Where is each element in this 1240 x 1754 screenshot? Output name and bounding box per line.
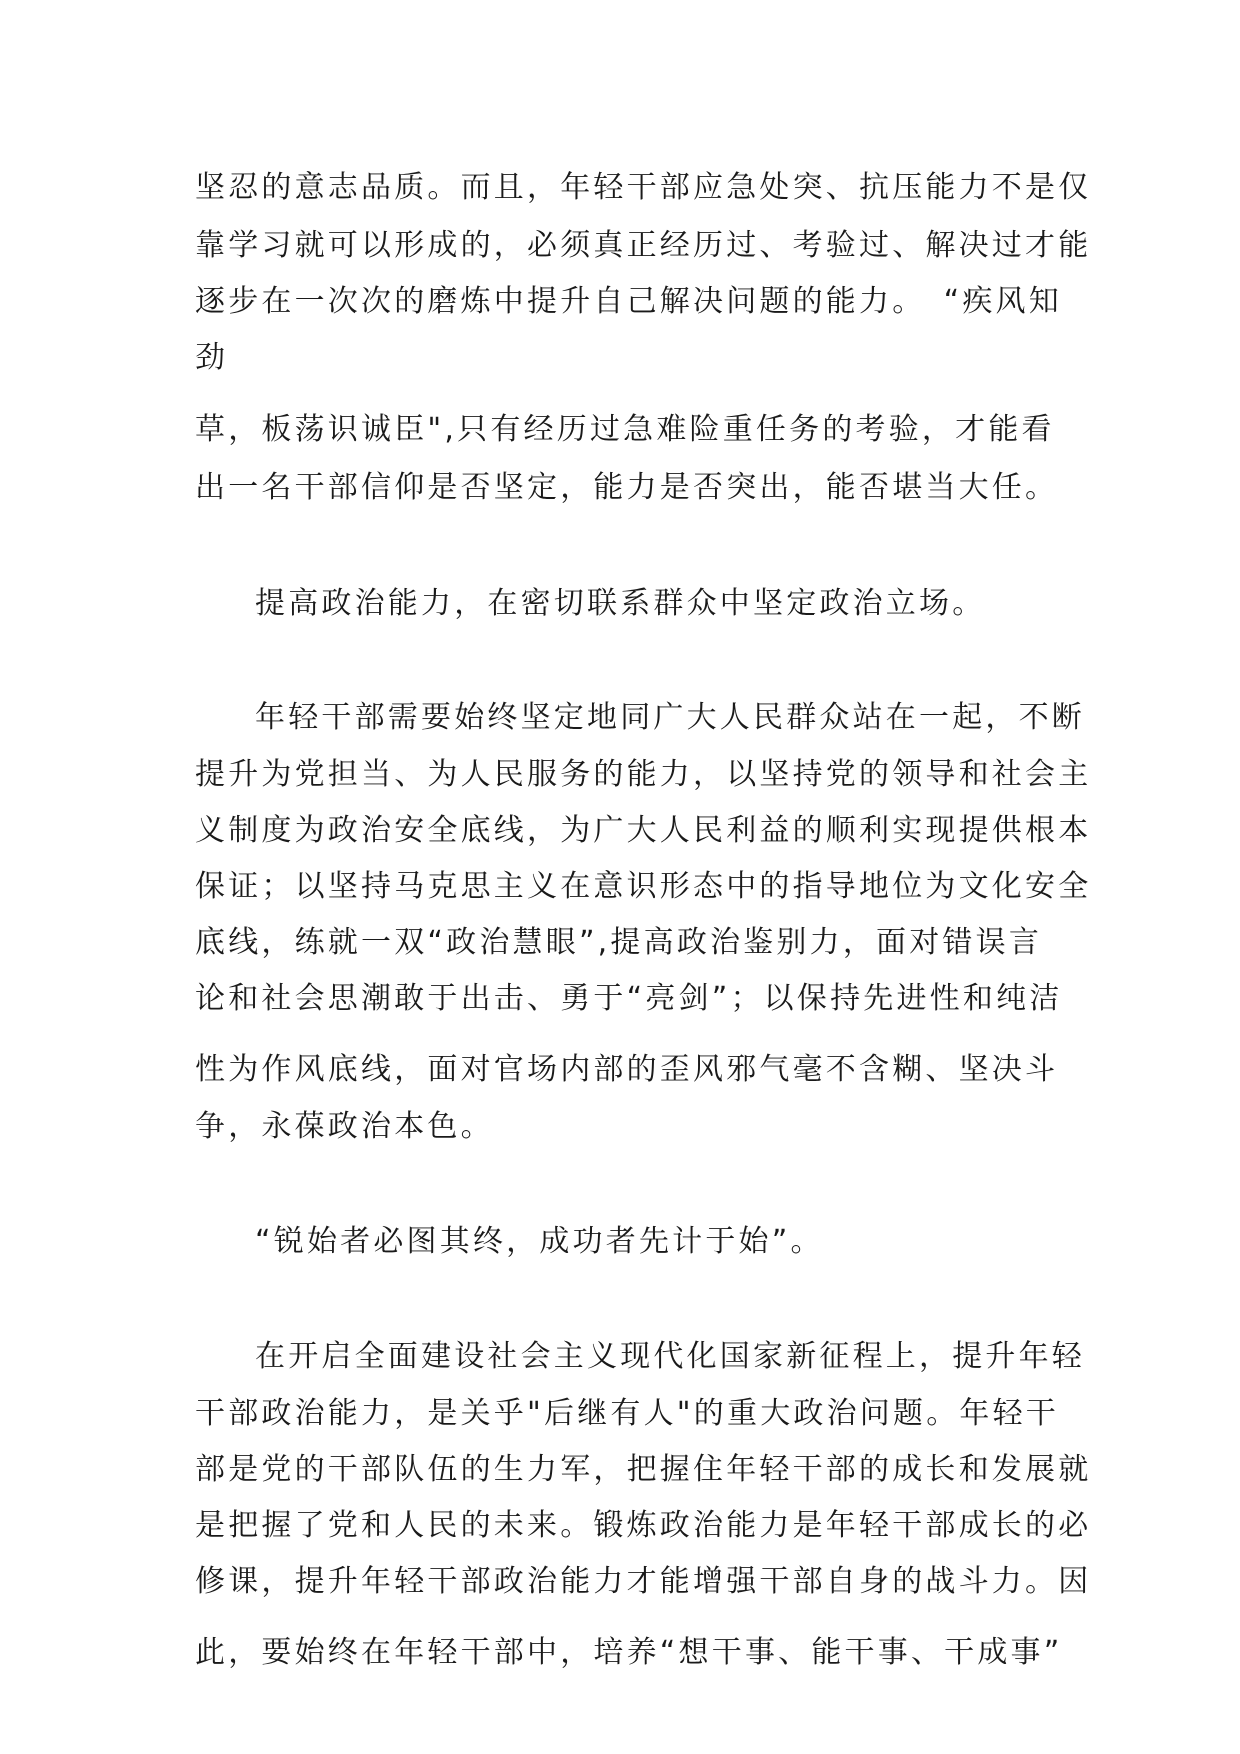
text-line: 年轻干部需要始终坚定地同广大人民群众站在一起，不断	[255, 700, 1085, 735]
text-line: 此，要始终在年轻干部中，培养“想干事、能干事、干成事”	[195, 1635, 1063, 1670]
text-line: 提升为党担当、为人民服务的能力，以坚持党的领导和社会主	[195, 757, 1092, 792]
text-line: 修课，提升年轻干部政治能力才能增强干部自身的战斗力。因	[195, 1564, 1092, 1599]
text-line: 劲	[195, 340, 229, 375]
text-line: 争，永葆政治本色。	[195, 1109, 494, 1144]
text-line: 保证；以坚持马克思主义在意识形态中的指导地位为文化安全	[195, 869, 1092, 904]
section-heading: 提高政治能力，在密切联系群众中坚定政治立场。	[255, 586, 986, 621]
text-line: 干部政治能力，是关乎"后继有人"的重大政治问题。年轻干	[195, 1396, 1059, 1431]
text-line: 底线，练就一双“政治慧眼”,提高政治鉴别力，面对错误言	[195, 925, 1043, 960]
text-line: 性为作风底线，面对官场内部的歪风邪气毫不含糊、坚决斗	[195, 1052, 1059, 1087]
text-line: 部是党的干部队伍的生力军，把握住年轻干部的成长和发展就	[195, 1452, 1092, 1487]
text-line: 逐步在一次次的磨炼中提升自己解决问题的能力。 “疾风知	[195, 284, 1062, 319]
text-line: 是把握了党和人民的未来。锻炼政治能力是年轻干部成长的必	[195, 1508, 1092, 1543]
text-line: 靠学习就可以形成的，必须真正经历过、考验过、解决过才能	[195, 228, 1092, 263]
text-line: 坚忍的意志品质。而且，年轻干部应急处突、抗压能力不是仅	[195, 170, 1092, 205]
text-line: 出一名干部信仰是否坚定，能力是否突出，能否堪当大任。	[195, 470, 1059, 505]
text-line: 草，板荡识诚臣",只有经历过急难险重任务的考验，才能看	[195, 412, 1055, 447]
text-line: 义制度为政治安全底线，为广大人民利益的顺利实现提供根本	[195, 813, 1092, 848]
text-line: 论和社会思潮敢于出击、勇于“亮剑”；以保持先进性和纯洁	[195, 981, 1063, 1016]
text-line: 在开启全面建设社会主义现代化国家新征程上，提升年轻	[255, 1339, 1085, 1374]
quote-heading: “锐始者必图其终，成功者先计于始”。	[255, 1224, 824, 1259]
